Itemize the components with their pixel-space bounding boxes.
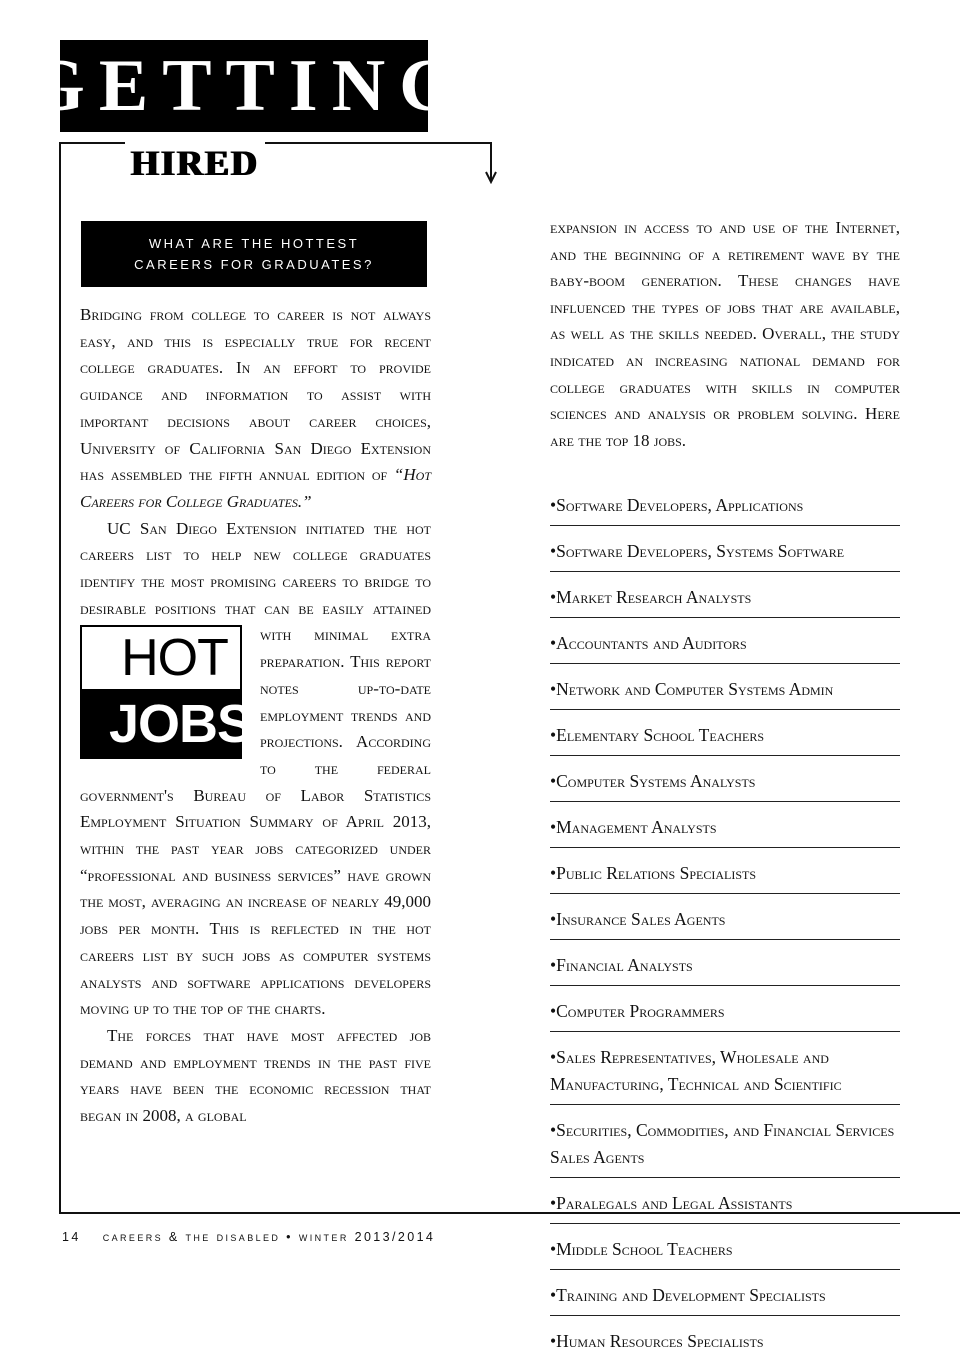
left-column-text [80,302,431,1130]
footer-publication: careers & the disabled • winter 2013/2014 [102,1230,436,1244]
question-line-1: WHAT ARE THE HOTTEST [148,236,360,251]
list-item: •Human Resources Specialists [550,1331,764,1351]
list-item: •Network and Computer Systems Admin [550,672,900,710]
question-line-2: CAREERS FOR GRADUATES? [134,257,374,272]
title-hired: HIRED [125,142,265,184]
arrow-down-icon [484,142,498,184]
frame-left-line [59,142,61,1214]
hot-jobs-logo [80,625,253,759]
list-item: •Elementary School Teachers [550,718,900,756]
paragraph-2-text-a: UC San Diego Extension initiated the hot careers list to help new college graduates identify the most promising careers to bridge to desirable positions that can be easily attained with minimal extra [80,518,431,645]
list-item: •Software Developers, Applications [550,488,900,526]
list-item: •Management Analysts [550,810,900,848]
list-item: •Training and Development Specialists [550,1278,900,1316]
list-item: •Insurance Sales Agents [550,902,900,940]
paragraph-1-text: Bridging from college to career is not always easy, and this is especially true for recent college graduates. In an effort to provide guidance and information to assist with important decisions about career choices, University of California San Diego Extension has assembled the fifth annual edition of [80,305,431,485]
title-getting: GETTING [27,45,471,127]
list-item: •Public Relations Specialists [550,856,900,894]
paragraph-3: The forces that have most affected job demand and employment trends in the past five years have been the economic recession that began in 2008, a global [80,1025,431,1126]
list-item: •Market Research Analysts [550,580,900,618]
paragraph-2-text-b: preparation. This report notes up-to-date employment trends and projections. According to the federal government's Bureau of Labor Statistics Employment Situation Summary of April 2013, within the past year jobs categorized under “professional and business services” have grown the most, averaging an increase of nearly 49,000 jobs per month. This is reflected in the hot careers list by such jobs as computer systems analysts and software applications developers moving up to the top of the charts. [80,652,431,1019]
list-item: •Middle School Teachers [550,1232,900,1270]
list-item: •Financial Analysts [550,948,900,986]
list-item: •Accountants and Auditors [550,626,900,664]
right-column-intro [550,215,900,454]
paragraph-1-title: “Hot Careers for College Graduates.” [80,465,431,511]
hot-jobs-logo-hot: HOT [121,629,228,688]
list-item: •Software Developers, Systems Software [550,534,900,572]
right-intro-text: expansion in access to and use of the Internet, and the beginning of a retirement wave by the baby-boom generation. These changes have influenced the types of jobs that are available, as well as the skills needed. Overall, the study indicated an increasing national demand for college graduates with skills in computer sciences and analysis or problem solving. Here are the top 18 jobs. [550,218,900,450]
list-item: •Sales Representatives, Wholesale and Manufacturing, Technical and Scientific [550,1040,900,1105]
title-getting-box [27,40,471,132]
hot-jobs-logo-jobs: JOBS [82,689,240,757]
frame-top-line [59,142,491,144]
page-number: 14 [62,1230,81,1244]
list-item: •Securities, Commodities, and Financial Services Sales Agents [550,1113,900,1178]
top-jobs-list [550,488,900,1369]
question-banner [81,221,427,287]
list-item: •Computer Programmers [550,994,900,1032]
paragraph-1 [80,302,431,516]
page-footer [62,1230,435,1244]
list-item: •Computer Systems Analysts [550,764,900,802]
list-item: •Paralegals and Legal Assistants [550,1186,900,1224]
paragraph-2 [80,516,431,1023]
